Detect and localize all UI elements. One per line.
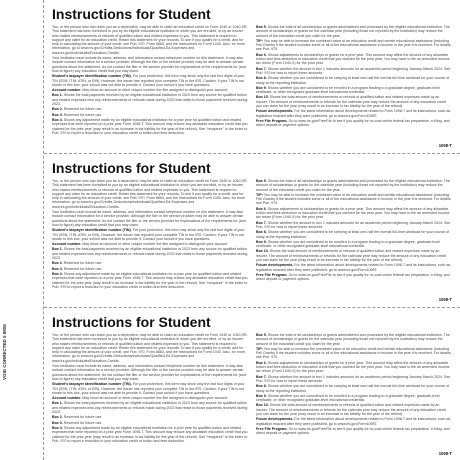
paragraph-text: Shows any adjustment made by an eligible educational institution for a prior year for qualified tuition and related expenses that were reported on a prior year Form 1098-T. This amount may reduce any allowable education credit that you claimed for the prior year (may result in an increase in tax liability for the year of the refund). See "recapture" in the index to Pub. 970 to report a reduction in your education credit or tuition and fees deduction. (52, 425, 248, 443)
paragraph-text: Shows the total amount of reimbursements or refunds of qualified tuition and related expenses made by an insurer. The amount of reimbursements or refunds for the calendar year may reduce the amount of any education credit you can claim for the year (may result in an increase in tax liability for the year of the refund). (256, 403, 446, 417)
instruction-panel-2 (44, 154, 460, 306)
panel-title: Instructions for Student (52, 160, 211, 176)
paragraph-text: For your protection, this form may show only the last four digits of your TIN (SSN, ITIN, ATIN, or EIN). However, the issuer has reported your complete TIN to the IRS. Caution: If your TIN is not shown in this box, your school was not able to provide it. Contact your school if you have questions. (52, 382, 245, 395)
paragraph-heading: Box 6. (256, 52, 267, 57)
instruction-paragraph (52, 421, 248, 425)
form-stub (0, 0, 44, 460)
instruction-paragraph (256, 263, 452, 272)
paragraph-text: Shows whether you are considered to be enrolled in a program leading to a graduate degree, graduate-level certificate, or other recognized graduate-level educational credential. (256, 393, 440, 403)
paragraph-heading: Box 1. (52, 93, 63, 98)
instruction-paragraph (52, 93, 248, 106)
paragraph-text: Shows whether the amount in box 1 includes amounts for an academic period beginning January-March 2024. See Pub. 970 for how to report these amounts. (256, 220, 451, 229)
right-column (256, 333, 452, 444)
instruction-paragraph (256, 193, 452, 206)
left-column (52, 333, 248, 444)
left-column (52, 179, 248, 290)
instruction-paragraph (256, 427, 452, 436)
paragraph-text: Your institution must include its name, address, and information contact telephone number on this statement. It may also include contact information for a service provider. Although the filer or the service provider may be able to answer certain questions about the statement, do not contact the filer or the service provider for explanations of the requirements for (and how to figure) any education credit that you may claim. (52, 56, 246, 73)
panel-title: Instructions for Student (52, 314, 211, 330)
paragraph-heading: Box 8. (256, 76, 267, 81)
paragraph-heading: Student's taxpayer identification number (TIN). (52, 382, 132, 387)
paragraph-text: Go to www.irs.gov/FreeFile to see if you qualify for no-cost online federal tax preparation, e-filing, and direct deposit or payment options. (256, 426, 450, 436)
paragraph-heading: Box 10. (256, 95, 269, 100)
paragraph-heading: Box 7. (256, 220, 267, 225)
paragraph-heading: TIP: (256, 38, 263, 43)
instruction-paragraph (256, 384, 452, 393)
instruction-paragraph (52, 25, 248, 55)
paragraph-text: For the latest information about developments related to Form 1098-T and its instructions, such as legislation enacted after they were published, go to www.irs.gov/Form1098T. (256, 263, 451, 272)
paragraph-text: Shows the total payments received by an eligible educational institution in 2023 from any source for qualified tuition and related expenses less any reimbursements or refunds made during 2023 that relate to those payments received during 2023. (52, 93, 248, 107)
paragraph-text: Shows whether you are considered to be carrying at least one-half the normal full-time workload for your course of study at the reporting institution. (256, 76, 450, 85)
paragraph-text: Shows the total payments received by an eligible educational institution in 2023 from any source for qualified tuition and related expenses less any reimbursements or refunds made during 2023 that relate to those payments received during 2023. (52, 247, 248, 261)
paragraph-heading: Box 2. (52, 261, 63, 266)
paragraph-text: Reserved for future use. (63, 261, 103, 266)
paragraph-text: For the latest information about developments related to Form 1098-T and its instructions, such as legislation enacted after they were published, go to www.irs.gov/Form1098T. (256, 417, 451, 426)
paragraph-heading: Free File Program. (256, 118, 288, 123)
instruction-paragraph (52, 113, 248, 117)
instruction-paragraph (52, 228, 248, 241)
paragraph-heading: Box 2. (52, 415, 63, 420)
paragraph-text: For the latest information about developments related to Form 1098-T and its instructions, such as legislation enacted after they were published, go to www.irs.gov/Form1098T. (256, 109, 451, 118)
paragraph-heading: Box 6. (256, 360, 267, 365)
paragraph-heading: Account number. (52, 88, 82, 93)
instruction-paragraph (256, 273, 452, 282)
paragraph-heading: Student's taxpayer identification number (TIN). (52, 74, 132, 79)
instruction-paragraph (52, 267, 248, 271)
paragraph-text: Shows the total amount of reimbursements or refunds of qualified tuition and related expenses made by an insurer. The amount of reimbursements or refunds for the calendar year may reduce the amount of any education credit you can claim for the year (may result in an increase in tax liability for the year of the refund). (256, 249, 446, 263)
paragraph-heading: Box 7. (256, 374, 267, 379)
paragraph-heading: Box 5. (256, 333, 267, 337)
paragraph-text: Go to www.irs.gov/FreeFile to see if you qualify for no-cost online federal tax preparation, e-filing, and direct deposit or payment options. (256, 272, 450, 282)
paragraph-text: Shows the total payments received by an eligible educational institution in 2023 from any source for qualified tuition and related expenses less any reimbursements or refunds made during 2023 that relate to those payments received during 2023. (52, 401, 248, 415)
panel-title: Instructions for Student (52, 6, 211, 22)
paragraph-heading: Account number. (52, 396, 82, 401)
paragraph-text: You may be able to increase the combined value of an education credit and certain educational assistance (including Pell Grants) if the student includes some or all of the educational assistance in income in the year it is received. For details, see Pub. 970. (256, 192, 452, 206)
paragraph-text: Shows adjustments to scholarships or grants for a prior year. This amount may affect the amount of any allowable tuition and fees deduction or education credit that you claimed for the prior year. You may have to file an amended income tax return (Form 1040-X) for the prior year. (256, 206, 450, 220)
paragraph-text: Shows whether you are considered to be enrolled in a program leading to a graduate degree, graduate-level certificate, or other recognized graduate-level educational credential. (256, 85, 440, 95)
paragraph-text: Shows the total amount of reimbursements or refunds of qualified tuition and related expenses made by an insurer. The amount of reimbursements or refunds for the calendar year may reduce the amount of any education credit you can claim for the year (may result in an increase in tax liability for the year of the refund). (256, 95, 446, 109)
instruction-paragraph (52, 272, 248, 289)
instruction-paragraph (256, 361, 452, 374)
paragraph-heading: Box 3. (52, 420, 63, 425)
paragraph-heading: Box 7. (256, 66, 267, 71)
paragraph-heading: Student's taxpayer identification number (TIN). (52, 228, 132, 233)
instruction-paragraph (52, 382, 248, 395)
instruction-paragraph (256, 86, 452, 95)
instruction-paragraph (256, 230, 452, 239)
paragraph-text: Reserved for future use. (63, 415, 103, 420)
paragraph-text: You, or the person who can claim you as a dependent, may be able to claim an education credit on Form 1040 or 1040-SR. This statement has been furnished to you by an eligible educational institution in which you are enrolled, or by an insurer who makes reimbursements or refunds of qualified tuition and related expenses to you. This statement is required to support any claim for an education credit. Retain this statement for your records. To see if you qualify for a credit, and for help in calculating the amount of your credit, see Pub. 970, Form 8863, and the Instructions for Form 1040. Also, for more information, go to www.irs.gov/Credits-Deductions/Individuals/Qualified-Ed-Expenses and www.irs.gov/Individuals/Education-Credits. (52, 25, 248, 55)
instruction-paragraph (52, 261, 248, 265)
paragraph-text: Go to www.irs.gov/FreeFile to see if you qualify for no-cost online federal tax preparation, e-filing, and direct deposit or payment options. (256, 118, 450, 128)
instruction-paragraph (52, 364, 248, 381)
paragraph-text: Shows the total of all scholarships or grants administered and processed by the eligible educational institution. The amount of scholarships or grants for the calendar year (including those not reported by the institution) may reduce the amount of the education credit you claim for the year. (256, 333, 450, 346)
paragraph-text: May show an account or other unique number the filer assigned to distinguish your account. (82, 88, 229, 93)
instruction-paragraph (256, 53, 452, 66)
paragraph-heading: Future developments. (256, 109, 294, 114)
paragraph-heading: Box 9. (256, 239, 267, 244)
paragraph-text: You may be able to increase the combined value of an education credit and certain educational assistance (including Pell Grants) if the student includes some or all of the educational assistance in income in the year it is received. For details, see Pub. 970. (256, 38, 452, 52)
paragraph-text: For your protection, this form may show only the last four digits of your TIN (SSN, ITIN, ATIN, or EIN). However, the issuer has reported your complete TIN to the IRS. Caution: If your TIN is not shown in this box, your school was not able to provide it. Contact your school if you have questions. (52, 74, 245, 87)
paragraph-heading: Free File Program. (256, 272, 288, 277)
paragraph-heading: Future developments. (256, 263, 294, 268)
paragraph-heading: Box 10. (256, 403, 269, 408)
paragraph-text: Shows any adjustment made by an eligible educational institution for a prior year for qualified tuition and related expenses that were reported on a prior year Form 1098-T. This amount may reduce any allowable education credit that you claimed for the prior year (may result in an increase in tax liability for the year of the refund). See "recapture" in the index to Pub. 970 to report a reduction in your education credit or tuition and fees deduction. (52, 117, 248, 135)
paragraph-heading: Box 9. (256, 393, 267, 398)
instruction-paragraph (256, 109, 452, 118)
instruction-paragraph (256, 119, 452, 128)
instruction-paragraph (52, 118, 248, 135)
paragraph-heading: Box 3. (52, 266, 63, 271)
paragraph-text: May show an account or other unique number the filer assigned to distinguish your account. (82, 242, 229, 247)
paragraph-text: Shows whether the amount in box 1 includes amounts for an academic period beginning January-March 2024. See Pub. 970 for how to report these amounts. (256, 374, 451, 383)
instruction-paragraph (52, 107, 248, 111)
instruction-paragraph (52, 56, 248, 73)
paragraph-heading: Box 2. (52, 107, 63, 112)
paragraph-heading: TIP: (256, 346, 263, 351)
instruction-paragraph (256, 207, 452, 220)
paragraph-text: Reserved for future use. (63, 112, 103, 117)
instruction-paragraph (52, 242, 248, 246)
instruction-paragraph (256, 347, 452, 360)
instruction-paragraph (256, 240, 452, 249)
form-number: 1098-T (438, 143, 452, 148)
paragraph-text: Shows whether you are considered to be carrying at least one-half the normal full-time workload for your course of study at the reporting institution. (256, 230, 450, 239)
paragraph-heading: TIP: (256, 192, 263, 197)
instruction-paragraph (256, 333, 452, 346)
paragraph-text: Shows whether you are considered to be enrolled in a program leading to a graduate degree, graduate-level certificate, or other recognized graduate-level educational credential. (256, 239, 440, 249)
instruction-paragraph (52, 179, 248, 209)
instruction-panel-1 (44, 0, 460, 152)
instruction-paragraph (256, 221, 452, 230)
instruction-paragraph (256, 375, 452, 384)
paragraph-heading: Box 10. (256, 249, 269, 254)
paragraph-heading: Box 1. (52, 401, 63, 406)
instruction-paragraph (256, 76, 452, 85)
paragraph-text: For your protection, this form may show only the last four digits of your TIN (SSN, ITIN, ATIN, or EIN). However, the issuer has reported your complete TIN to the IRS. Caution: If your TIN is not shown in this box, your school was not able to provide it. Contact your school if you have questions. (52, 228, 245, 241)
instruction-paragraph (256, 394, 452, 403)
instruction-paragraph (52, 396, 248, 400)
instruction-paragraph (52, 426, 248, 443)
right-column (256, 25, 452, 136)
paragraph-text: Reserved for future use. (63, 420, 103, 425)
instruction-paragraph (256, 249, 452, 262)
instruction-paragraph (52, 210, 248, 227)
paragraph-heading: Box 8. (256, 384, 267, 389)
paragraph-text: Your institution must include its name, address, and information contact telephone number on this statement. It may also include contact information for a service provider. Although the filer or the service provider may be able to answer certain questions about the statement, do not contact the filer or the service provider for explanations of the requirements for (and how to figure) any education credit that you may claim. (52, 364, 246, 381)
paragraph-text: Shows any adjustment made by an eligible educational institution for a prior year for qualified tuition and related expenses that were reported on a prior year Form 1098-T. This amount may reduce any allowable education credit that you claimed for the prior year (may result in an increase in tax liability for the year of the refund). See "recapture" in the index to Pub. 970 to report a reduction in your education credit or tuition and fees deduction. (52, 271, 248, 289)
paragraph-heading: Box 4. (52, 117, 63, 122)
paragraph-heading: Box 5. (256, 25, 267, 29)
paragraph-text: Shows whether you are considered to be carrying at least one-half the normal full-time workload for your course of study at the reporting institution. (256, 384, 450, 393)
paragraph-heading: Box 8. (256, 230, 267, 235)
paragraph-heading: Box 1. (52, 247, 63, 252)
instruction-paragraph (256, 179, 452, 192)
left-column (52, 25, 248, 136)
paragraph-heading: Box 4. (52, 271, 63, 276)
paragraph-text: Shows adjustments to scholarships or grants for a prior year. This amount may affect the amount of any allowable tuition and fees deduction or education credit that you claimed for the prior year. You may have to file an amended income tax return (Form 1040-X) for the prior year. (256, 52, 450, 66)
paragraph-text: Reserved for future use. (63, 266, 103, 271)
paragraph-heading: Free File Program. (256, 426, 288, 431)
paragraph-text: Shows adjustments to scholarships or grants for a prior year. This amount may affect the amount of any allowable tuition and fees deduction or education credit that you claimed for the prior year. You may have to file an amended income tax return (Form 1040-X) for the prior year. (256, 360, 450, 374)
paragraph-text: You, or the person who can claim you as a dependent, may be able to claim an education credit on Form 1040 or 1040-SR. This statement has been furnished to you by an eligible educational institution in which you are enrolled, or by an insurer who makes reimbursements or refunds of qualified tuition and related expenses to you. This statement is required to support any claim for an education credit. Retain this statement for your records. To see if you qualify for a credit, and for help in calculating the amount of your credit, see Pub. 970, Form 8863, and the Instructions for Form 1040. Also, for more information, go to www.irs.gov/Credits-Deductions/Individuals/Qualified-Ed-Expenses and www.irs.gov/Individuals/Education-Credits. (52, 179, 248, 209)
instruction-paragraph (52, 415, 248, 419)
paragraph-heading: Box 3. (52, 112, 63, 117)
paragraph-heading: Box 4. (52, 425, 63, 430)
instruction-panel-3 (44, 308, 460, 460)
paragraph-text: May show an account or other unique number the filer assigned to distinguish your account. (82, 396, 229, 401)
paragraph-text: Shows the total of all scholarships or grants administered and processed by the eligible educational institution. The amount of scholarships or grants for the calendar year (including those not reported by the institution) may reduce the amount of the education credit you claim for the year. (256, 179, 450, 192)
paragraph-heading: Box 6. (256, 206, 267, 211)
paragraph-text: Shows whether the amount in box 1 includes amounts for an academic period beginning January-March 2024. See Pub. 970 for how to report these amounts. (256, 66, 451, 75)
instruction-paragraph (256, 417, 452, 426)
form-number: 1098-T (438, 297, 452, 302)
instruction-paragraph (256, 67, 452, 76)
paragraph-heading: Future developments. (256, 417, 294, 422)
instruction-paragraph (52, 247, 248, 260)
instruction-paragraph (52, 74, 248, 87)
instruction-paragraph (52, 88, 248, 92)
instruction-paragraph (256, 25, 452, 38)
right-column (256, 179, 452, 290)
paragraph-heading: Box 9. (256, 85, 267, 90)
paragraph-text: Shows the total of all scholarships or grants administered and processed by the eligible educational institution. The amount of scholarships or grants for the calendar year (including those not reported by the institution) may reduce the amount of the education credit you claim for the year. (256, 25, 450, 38)
instruction-paragraph (256, 403, 452, 416)
instruction-paragraph (256, 95, 452, 108)
paragraph-heading: Box 5. (256, 179, 267, 183)
paragraph-text: Your institution must include its name, address, and information contact telephone number on this statement. It may also include contact information for a service provider. Although the filer or the service provider may be able to answer certain questions about the statement, do not contact the filer or the service provider for explanations of the requirements for (and how to figure) any education credit that you may claim. (52, 210, 246, 227)
paragraph-text: You may be able to increase the combined value of an education credit and certain educational assistance (including Pell Grants) if the student includes some or all of the educational assistance in income in the year it is received. For details, see Pub. 970. (256, 346, 452, 360)
instruction-paragraph (256, 39, 452, 52)
instruction-paragraph (52, 401, 248, 414)
form-number: 1098-T (438, 451, 452, 456)
paragraph-text: Reserved for future use. (63, 107, 103, 112)
paragraph-text: You, or the person who can claim you as a dependent, may be able to claim an education credit on Form 1040 or 1040-SR. This statement has been furnished to you by an eligible educational institution in which you are enrolled, or by an insurer who makes reimbursements or refunds of qualified tuition and related expenses to you. This statement is required to support any claim for an education credit. Retain this statement for your records. To see if you qualify for a credit, and for help in calculating the amount of your credit, see Pub. 970, Form 8863, and the Instructions for Form 1040. Also, for more information, go to www.irs.gov/Credits-Deductions/Individuals/Qualified-Ed-Expenses and www.irs.gov/Individuals/Education-Credits. (52, 333, 248, 363)
stub-label: VOID CORRECTED 5 8808 (2, 324, 7, 380)
instruction-paragraph (52, 333, 248, 363)
paragraph-heading: Account number. (52, 242, 82, 247)
